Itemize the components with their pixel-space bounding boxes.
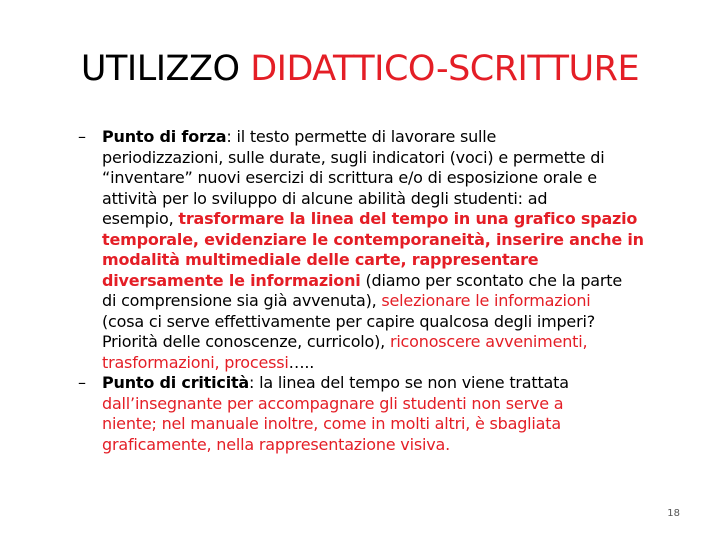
criticality-heading: Punto di criticità <box>102 373 250 392</box>
bullet-criticality <box>78 373 678 455</box>
bullet-line: niente; nel manuale inoltre, come in molti altri, è sbagliata <box>102 414 561 433</box>
bullet-line: periodizzazioni, sulle durate, sugli indicatori (voci) e permette di <box>102 147 605 167</box>
bullet-dash: – <box>78 127 86 146</box>
red-phrase: selezionare le informazioni <box>381 291 591 310</box>
red-phrase: riconoscere avvenimenti, <box>389 332 588 351</box>
bullet-line: trasformazioni, processi….. <box>102 352 315 372</box>
bullet-dash: – <box>78 373 86 392</box>
bullet-line: esempio, trasformare la linea del tempo in una grafico spazio <box>102 209 638 228</box>
title-part-black: UTILIZZO <box>80 49 251 89</box>
bullet-line: dall’insegnante per accompagnare gli studenti non serve a <box>102 393 564 413</box>
bullet-line: di comprensione sia già avvenuta), selezionare le informazioni <box>102 291 591 310</box>
bullet-line: Priorità delle conoscenze, curricolo), riconoscere avvenimenti, <box>102 332 588 351</box>
bullet-line <box>102 230 678 251</box>
bullet-line: Punto di forza: il testo permette di lavorare sulle <box>102 127 497 146</box>
bullet-line: diversamente le informazioni (diamo per scontato che la parte <box>102 270 622 290</box>
red-bold-phrase: diversamente le informazioni <box>102 270 361 290</box>
slide-content <box>78 127 678 455</box>
bullet-line: “inventare” nuovi esercizi di scrittura e/o di esposizione orale e <box>102 168 597 187</box>
slide-title <box>0 44 720 94</box>
red-bold-phrase: modalità multimediale delle carte, rappresentare <box>102 250 539 269</box>
bullet-line: Punto di criticità: la linea del tempo se non viene trattata <box>102 373 569 392</box>
bullet-line <box>102 250 678 271</box>
strength-heading: Punto di forza <box>102 127 227 146</box>
red-bold-phrase: temporale, evidenziare le contemporaneità, inserire anche in <box>102 229 644 249</box>
red-bold-phrase: trasformare la linea del tempo in una grafico spazio <box>178 209 638 228</box>
bullet-line: (cosa ci serve effettivamente per capire qualcosa degli imperi? <box>102 311 595 331</box>
bullet-strength <box>78 127 678 373</box>
red-phrase: trasformazioni, processi <box>102 352 289 372</box>
bullet-line: graficamente, nella rappresentazione visiva. <box>102 434 450 454</box>
bullet-line: attività per lo sviluppo di alcune abilità degli studenti: ad <box>102 188 548 208</box>
title-part-red: DIDATTICO-SCRITTURE <box>250 49 640 89</box>
page-number: 18 <box>667 508 680 519</box>
